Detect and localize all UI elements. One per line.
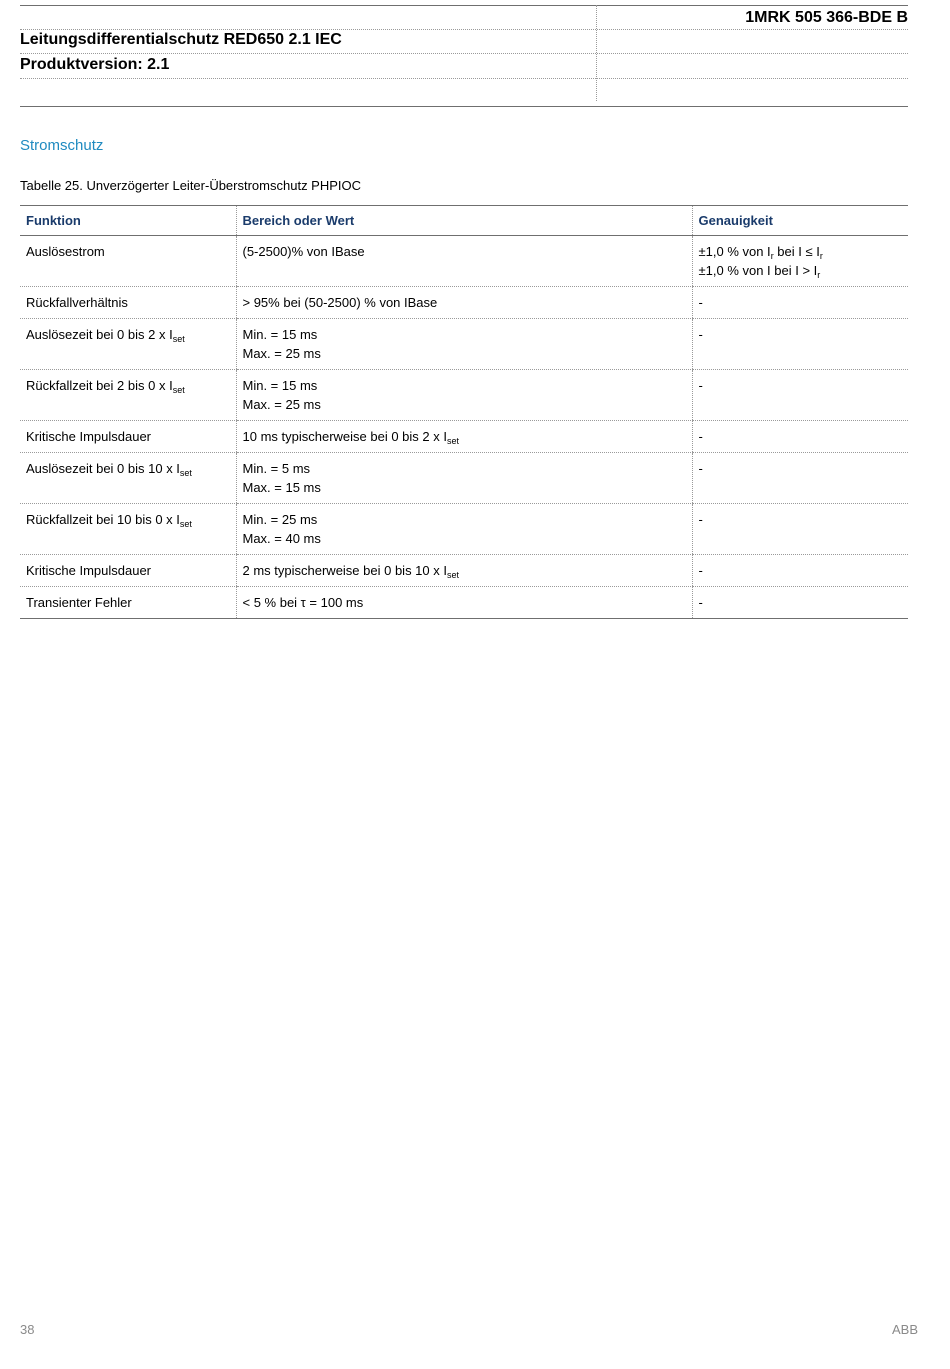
header-top-rule (20, 5, 908, 6)
header-bottom-rule (20, 106, 908, 107)
accuracy-text: - (698, 595, 703, 610)
header-divider (20, 29, 908, 30)
function-text: Auslösezeit bei 0 bis 10 x I (26, 461, 180, 476)
value-line (243, 293, 686, 312)
table-row (20, 453, 908, 504)
accuracy-text: - (698, 429, 703, 444)
cell-function (20, 319, 236, 370)
value-text: Min. = 15 ms (242, 327, 318, 342)
document-number: 1MRK 505 366-BDE B (745, 9, 908, 26)
value-line (243, 376, 686, 395)
document-title: Leitungsdifferentialschutz RED650 2.1 IEC (20, 31, 342, 48)
accuracy-line (699, 593, 903, 612)
function-subscript: set (179, 519, 192, 529)
accuracy-text: - (698, 295, 703, 310)
page-number: 38 (20, 1322, 35, 1337)
accuracy-line (699, 261, 903, 280)
table-row (20, 587, 908, 619)
function-text: Rückfallverhältnis (26, 295, 128, 310)
accuracy-text: ±1,0 % von I (698, 244, 771, 259)
cell-value (236, 555, 692, 587)
value-subscript: set (446, 570, 459, 580)
accuracy-subscript: r (819, 251, 823, 261)
column-header-function: Funktion (20, 206, 236, 236)
table-body (20, 236, 908, 619)
header-column-divider (596, 5, 597, 101)
accuracy-text: - (698, 327, 703, 342)
table-header-row (20, 206, 908, 236)
value-text: Max. = 40 ms (242, 531, 321, 546)
cell-value (236, 287, 692, 319)
cell-accuracy (692, 319, 908, 370)
function-subscript: set (179, 468, 192, 478)
value-text: Min. = 15 ms (242, 378, 318, 393)
cell-function (20, 421, 236, 453)
accuracy-line (699, 510, 903, 529)
accuracy-text: - (698, 461, 703, 476)
header-divider (20, 53, 908, 54)
accuracy-subscript: r (770, 251, 774, 261)
specification-table (20, 205, 908, 619)
value-line (243, 510, 686, 529)
value-text: < 5 % bei τ = 100 ms (242, 595, 364, 610)
function-text: Auslösestrom (26, 244, 105, 259)
accuracy-text: ±1,0 % von I bei I > I (698, 263, 818, 278)
function-text: Kritische Impulsdauer (26, 429, 151, 444)
accuracy-line (699, 325, 903, 344)
table-caption: Tabelle 25. Unverzögerter Leiter-Überstromschutz PHPIOC (20, 178, 362, 193)
table-row (20, 370, 908, 421)
value-line (243, 561, 686, 580)
value-line (243, 325, 686, 344)
value-text: Min. = 5 ms (242, 461, 311, 476)
cell-function (20, 453, 236, 504)
value-line (243, 529, 686, 548)
function-subscript: set (172, 385, 185, 395)
function-text: Rückfallzeit bei 10 bis 0 x I (26, 512, 180, 527)
cell-accuracy (692, 421, 908, 453)
value-line (243, 242, 686, 261)
value-line (243, 593, 686, 612)
cell-accuracy (692, 504, 908, 555)
accuracy-line (699, 561, 903, 580)
accuracy-text: - (698, 512, 703, 527)
cell-accuracy (692, 370, 908, 421)
accuracy-subscript: r (817, 270, 821, 280)
cell-value (236, 587, 692, 619)
cell-value (236, 370, 692, 421)
column-header-range: Bereich oder Wert (236, 206, 692, 236)
value-text: Max. = 25 ms (242, 346, 321, 361)
page-header (20, 5, 908, 106)
cell-accuracy (692, 236, 908, 287)
cell-value (236, 453, 692, 504)
value-text: > 95% bei (50-2500) % von IBase (242, 295, 438, 310)
cell-function (20, 587, 236, 619)
cell-accuracy (692, 587, 908, 619)
value-line (243, 427, 686, 446)
table-row (20, 236, 908, 287)
header-divider (20, 78, 908, 79)
table-row (20, 421, 908, 453)
accuracy-text: - (698, 378, 703, 393)
cell-function (20, 287, 236, 319)
value-text: Max. = 15 ms (242, 480, 321, 495)
section-title: Stromschutz (20, 137, 104, 154)
cell-accuracy (692, 555, 908, 587)
cell-function (20, 370, 236, 421)
function-text: Kritische Impulsdauer (26, 563, 151, 578)
accuracy-line (699, 242, 903, 261)
cell-function (20, 236, 236, 287)
function-subscript: set (172, 334, 185, 344)
brand-logo: ABB (891, 1322, 918, 1337)
table-row (20, 287, 908, 319)
table-row (20, 555, 908, 587)
table-row (20, 319, 908, 370)
cell-value (236, 504, 692, 555)
accuracy-text: - (698, 563, 703, 578)
accuracy-line (699, 459, 903, 478)
value-text: 10 ms typischerweise bei 0 bis 2 x I (242, 429, 447, 444)
accuracy-line (699, 427, 903, 446)
accuracy-line (699, 293, 903, 312)
value-text: 2 ms typischerweise bei 0 bis 10 x I (242, 563, 447, 578)
value-line (243, 478, 686, 497)
function-text: Auslösezeit bei 0 bis 2 x I (26, 327, 173, 342)
column-header-accuracy: Genauigkeit (692, 206, 908, 236)
value-line (243, 395, 686, 414)
value-text: (5-2500)% von IBase (242, 244, 365, 259)
cell-value (236, 319, 692, 370)
value-line (243, 459, 686, 478)
cell-accuracy (692, 287, 908, 319)
function-text: Transienter Fehler (26, 595, 132, 610)
product-version: Produktversion: 2.1 (20, 56, 170, 73)
cell-function (20, 555, 236, 587)
value-text: Max. = 25 ms (242, 397, 321, 412)
table-row (20, 504, 908, 555)
value-subscript: set (446, 436, 459, 446)
cell-value (236, 236, 692, 287)
value-line (243, 344, 686, 363)
function-text: Rückfallzeit bei 2 bis 0 x I (26, 378, 173, 393)
value-text: Min. = 25 ms (242, 512, 318, 527)
cell-function (20, 504, 236, 555)
cell-value (236, 421, 692, 453)
accuracy-line (699, 376, 903, 395)
cell-accuracy (692, 453, 908, 504)
accuracy-text: bei I ≤ I (773, 244, 820, 259)
